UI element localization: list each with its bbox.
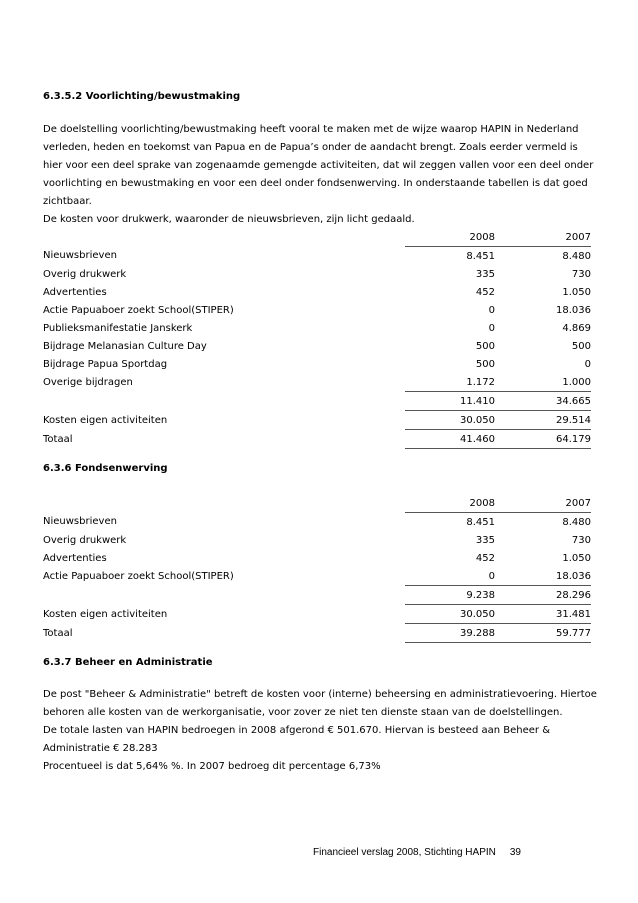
table-row: [43, 319, 591, 337]
table-row: [43, 337, 591, 355]
table-row: [43, 549, 591, 567]
value-2008: 8.451: [466, 516, 495, 528]
value-2007: 8.480: [562, 516, 591, 528]
value-2008: 30.050: [405, 411, 495, 430]
table-header-row: [43, 228, 591, 247]
table-cell: [43, 494, 405, 513]
header-2007: 2007: [495, 228, 591, 247]
value-2007: 500: [571, 340, 591, 352]
value-2008: 30.050: [405, 605, 495, 624]
paragraph-voorlichting: [43, 121, 595, 229]
value-2007: 730: [571, 268, 591, 280]
row-label: Bijdrage Papua Sportdag: [43, 358, 168, 370]
paragraph-beheer-administratie: [43, 686, 595, 776]
row-label: Totaal: [43, 433, 73, 445]
row-label: Nieuwsbrieven: [43, 250, 117, 262]
value-2007: 28.296: [495, 586, 591, 605]
value-2008: 39.288: [405, 624, 495, 643]
value-2008: 0: [488, 322, 495, 334]
table-row: [43, 283, 591, 301]
header-2008: 2008: [405, 494, 495, 513]
value-2007: 1.050: [562, 552, 591, 564]
paragraph-line: De totale lasten van HAPIN bedroegen in 2008 afgerond € 501.670. Hiervan is besteed aan Beheer &: [43, 725, 550, 736]
value-2008: 9.238: [405, 586, 495, 605]
value-2007: 34.665: [495, 392, 591, 411]
value-2007: 29.514: [495, 411, 591, 430]
paragraph-line: De post "Beheer & Administratie" betreft de kosten voor (interne) beheersing en administratievoering. Hiertoe: [43, 689, 597, 700]
table-row: [43, 355, 591, 373]
table-row: [43, 301, 591, 319]
value-2008: 335: [475, 268, 495, 280]
paragraph-line: voorlichting en bewustmaking en voor een deel onder fondsenwerving. In onderstaande tabellen is dat goed: [43, 178, 588, 189]
row-label: Bijdrage Melanasian Culture Day: [43, 340, 207, 352]
subtotal-row: [43, 586, 591, 605]
total-row: [43, 430, 591, 449]
header-2007: 2007: [495, 494, 591, 513]
row-label: Overige bijdragen: [43, 376, 133, 388]
paragraph-line: hier voor een deel sprake van zogenaamde gemengde activiteiten, dat wil zeggen vallen voor een deel onder: [43, 160, 594, 171]
page-footer: [313, 847, 521, 858]
value-2008: 1.172: [405, 373, 495, 392]
table-cell: [43, 228, 405, 247]
value-2008: 41.460: [405, 430, 495, 449]
value-2007: 31.481: [495, 605, 591, 624]
row-label: [43, 586, 405, 605]
table-row: [43, 513, 591, 532]
paragraph-line: Administratie € 28.283: [43, 743, 158, 754]
paragraph-line: verleden, heden en toekomst van Papua en de Papua’s onder de aandacht brengt. Zoals eerder vermeld is: [43, 142, 578, 153]
value-2007: 1.000: [495, 373, 591, 392]
row-label: Advertenties: [43, 286, 107, 298]
total-row: [43, 624, 591, 643]
table-header-row: [43, 494, 591, 513]
row-label: Totaal: [43, 627, 73, 639]
value-2007: 1.050: [562, 286, 591, 298]
table-row: [43, 247, 591, 266]
row-label: Overig drukwerk: [43, 268, 127, 280]
table-voorlichting: [43, 228, 591, 449]
paragraph-line: behoren alle kosten van de werkorganisatie, voor zover ze niet ten dienste staan van de doelstellingen.: [43, 707, 563, 718]
row-label: Nieuwsbrieven: [43, 516, 117, 528]
value-2008: 452: [475, 552, 495, 564]
table-row: [43, 567, 591, 586]
value-2008: 0: [405, 567, 495, 586]
row-label: Actie Papuaboer zoekt School(STIPER): [43, 304, 234, 316]
value-2007: 4.869: [562, 322, 591, 334]
table-row: [43, 531, 591, 549]
table-row: [43, 411, 591, 430]
value-2007: 730: [571, 534, 591, 546]
row-label: Kosten eigen activiteiten: [43, 608, 168, 620]
row-label: Publieksmanifestatie Janskerk: [43, 322, 193, 334]
value-2008: 452: [475, 286, 495, 298]
value-2008: 8.451: [466, 250, 495, 262]
heading-voorlichting: 6.3.5.2 Voorlichting/bewustmaking: [43, 91, 241, 102]
row-label: Advertenties: [43, 552, 107, 564]
value-2008: 500: [475, 358, 495, 370]
value-2008: 335: [475, 534, 495, 546]
paragraph-line: De kosten voor drukwerk, waaronder de nieuwsbrieven, zijn licht gedaald.: [43, 214, 415, 225]
row-label: Kosten eigen activiteiten: [43, 414, 168, 426]
value-2007: 64.179: [495, 430, 591, 449]
page-number: 39: [509, 847, 521, 858]
value-2007: 18.036: [495, 567, 591, 586]
heading-beheer-administratie: 6.3.7 Beheer en Administratie: [43, 657, 213, 668]
paragraph-line: Procentueel is dat 5,64% %. In 2007 bedroeg dit percentage 6,73%: [43, 761, 381, 772]
table-fondsenwerving: [43, 494, 591, 643]
row-label: Actie Papuaboer zoekt School(STIPER): [43, 570, 234, 582]
row-label: Overig drukwerk: [43, 534, 127, 546]
row-label: [43, 392, 405, 411]
header-2008: 2008: [405, 228, 495, 247]
value-2007: 18.036: [556, 304, 591, 316]
value-2008: 11.410: [405, 392, 495, 411]
value-2007: 8.480: [562, 250, 591, 262]
value-2008: 500: [475, 340, 495, 352]
paragraph-line: zichtbaar.: [43, 196, 92, 207]
table-row: [43, 605, 591, 624]
subtotal-row: [43, 392, 591, 411]
heading-fondsenwerving: 6.3.6 Fondsenwerving: [43, 463, 168, 474]
table-row: [43, 373, 591, 392]
paragraph-line: De doelstelling voorlichting/bewustmaking heeft vooral te maken met de wijze waarop HAPIN in Nederland: [43, 124, 579, 135]
footer-text: Financieel verslag 2008, Stichting HAPIN: [313, 847, 496, 858]
value-2007: 0: [584, 358, 591, 370]
value-2008: 0: [488, 304, 495, 316]
table-row: [43, 265, 591, 283]
value-2007: 59.777: [495, 624, 591, 643]
